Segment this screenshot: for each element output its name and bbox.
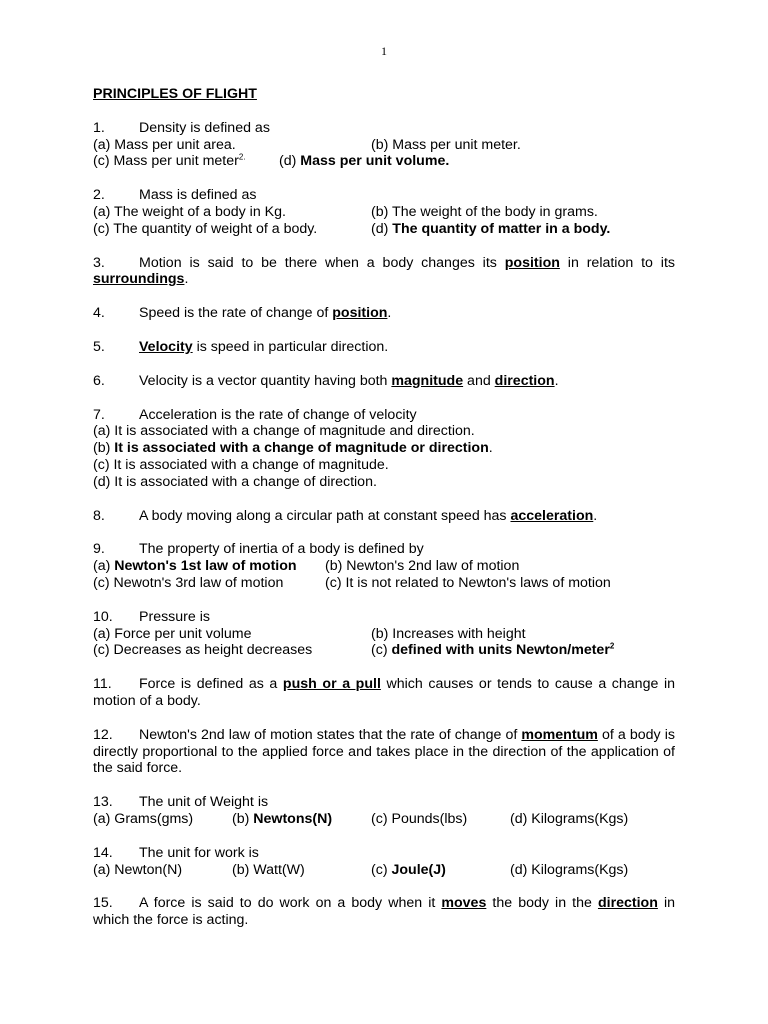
option-a: (a) Mass per unit area. xyxy=(93,136,236,153)
option-b: (b) Increases with height xyxy=(371,625,526,642)
option-d-superscript: 2 xyxy=(609,641,615,651)
option-a: (a) Newton(N) xyxy=(93,861,183,878)
question-number: 12. xyxy=(93,726,113,743)
keyword: position xyxy=(504,254,560,271)
option-a-prefix: (a) xyxy=(93,558,115,575)
question-14 xyxy=(93,845,675,879)
option-c-prefix: (c) xyxy=(371,861,392,878)
document-title: PRINCIPLES OF FLIGHT xyxy=(93,86,257,102)
question-text: the body in the xyxy=(486,895,598,912)
option-c: (c) The quantity of weight of a body. xyxy=(93,220,318,237)
keyword: direction xyxy=(597,895,658,912)
question-text: Force is defined as a xyxy=(139,676,283,693)
question-number: 4. xyxy=(93,305,105,322)
question-2 xyxy=(93,187,675,237)
keyword: position xyxy=(332,305,388,322)
option-a: (a) Force per unit volume xyxy=(93,625,252,642)
option-a-answer: Newton's 1st law of motion xyxy=(114,558,297,575)
question-text: . xyxy=(593,507,598,524)
question-number: 3. xyxy=(93,254,105,271)
question-15 xyxy=(93,895,675,929)
question-number: 8. xyxy=(93,507,105,524)
question-text: The unit of Weight is xyxy=(139,794,269,811)
option-d: (d) Kilograms(Kgs) xyxy=(510,861,629,878)
option-d: (c) It is not related to Newton's laws of motion xyxy=(325,574,611,591)
question-number: 11. xyxy=(93,676,112,693)
option-d-prefix: (d) xyxy=(279,153,301,170)
question-8 xyxy=(93,508,675,525)
question-text: which causes or tends to cause a change in motion of a body. xyxy=(93,676,675,709)
question-5 xyxy=(93,339,675,356)
question-6 xyxy=(93,373,675,390)
question-number: 14. xyxy=(93,844,113,861)
question-9 xyxy=(93,541,675,591)
option-c: (c) Mass per unit meter xyxy=(93,153,239,170)
option-b: (b) The weight of the body in grams. xyxy=(371,203,598,220)
question-text: Motion is said to be there when a body changes its xyxy=(139,254,505,271)
document-body xyxy=(93,86,675,929)
keyword: surroundings xyxy=(93,271,185,288)
option-b-prefix: (b) xyxy=(232,810,254,827)
keyword: acceleration xyxy=(510,507,594,524)
option-b: (b) Watt(W) xyxy=(232,861,305,878)
question-text: Pressure is xyxy=(139,608,210,625)
keyword: momentum xyxy=(521,726,598,743)
option-c: (c) Pounds(lbs) xyxy=(371,810,468,827)
keyword: direction xyxy=(494,372,555,389)
option-c-answer: Joule(J) xyxy=(391,861,446,878)
option-c: (c) Decreases as height decreases xyxy=(93,642,313,659)
question-number: 15. xyxy=(93,895,113,912)
question-text: . xyxy=(184,271,189,288)
option-d: (d) Kilograms(Kgs) xyxy=(510,810,629,827)
question-text: The property of inertia of a body is defined by xyxy=(139,541,424,558)
question-text: Acceleration is the rate of change of velocity xyxy=(139,406,417,423)
option-c: (c) Newotn's 3rd law of motion xyxy=(93,574,284,591)
question-text: Density is defined as xyxy=(139,119,270,136)
question-number: 6. xyxy=(93,372,105,389)
page-number: 1 xyxy=(381,44,387,58)
question-number: 2. xyxy=(93,187,105,204)
question-text: in relation to its xyxy=(559,254,675,271)
option-b-prefix: (b) xyxy=(93,440,115,457)
question-text: Mass is defined as xyxy=(139,187,257,204)
question-text: Speed is the rate of change of xyxy=(139,305,333,322)
question-4 xyxy=(93,305,675,322)
question-number: 5. xyxy=(93,338,105,355)
question-text: of a body is directly proportional to the applied force and takes place in the direction of the application of the said force. xyxy=(93,726,675,777)
question-number: 10. xyxy=(93,608,113,625)
question-number: 13. xyxy=(93,794,113,811)
question-12 xyxy=(93,727,675,777)
option-d-prefix: (c) xyxy=(371,642,392,659)
question-text: . xyxy=(554,372,559,389)
question-7 xyxy=(93,407,675,491)
question-text: is speed in particular direction. xyxy=(192,338,389,355)
question-text: Velocity is a vector quantity having both xyxy=(139,372,392,389)
option-a: (a) It is associated with a change of magnitude and direction. xyxy=(93,423,475,440)
question-text: in which the force is acting. xyxy=(93,895,676,929)
option-c-superscript: 2. xyxy=(238,152,246,162)
question-text: . xyxy=(387,305,392,322)
question-text: The unit for work is xyxy=(139,844,259,861)
option-b-answer: Newtons(N) xyxy=(253,810,333,827)
question-11 xyxy=(93,676,675,710)
question-text: A force is said to do work on a body when it xyxy=(139,895,442,912)
option-b: (b) Mass per unit meter. xyxy=(371,136,521,153)
question-text: Newton's 2nd law of motion states that the rate of change of xyxy=(139,726,522,743)
question-number: 7. xyxy=(93,406,105,423)
keyword: Velocity xyxy=(139,338,193,355)
question-3 xyxy=(93,255,675,289)
option-d-prefix: (d) xyxy=(371,220,393,237)
option-b-answer: It is associated with a change of magnitude or direction xyxy=(114,440,489,457)
option-d-answer: The quantity of matter in a body. xyxy=(392,220,611,237)
option-a: (a) The weight of a body in Kg. xyxy=(93,203,286,220)
question-number: 9. xyxy=(93,541,105,558)
keyword: push or a pull xyxy=(282,676,381,693)
question-1 xyxy=(93,120,675,170)
keyword: magnitude xyxy=(391,372,464,389)
option-d: (d) It is associated with a change of direction. xyxy=(93,473,377,490)
option-d-answer: Mass per unit volume. xyxy=(300,153,450,170)
option-b: (b) Newton's 2nd law of motion xyxy=(325,558,520,575)
keyword: moves xyxy=(441,895,487,912)
question-13 xyxy=(93,794,675,828)
option-b-suffix: . xyxy=(488,440,493,457)
question-10 xyxy=(93,609,675,659)
question-text: A body moving along a circular path at constant speed has xyxy=(139,507,511,524)
option-d-answer: defined with units Newton/meter xyxy=(391,642,610,659)
question-text: and xyxy=(463,372,495,389)
option-c: (c) It is associated with a change of magnitude. xyxy=(93,456,389,473)
question-number: 1. xyxy=(93,119,105,136)
option-a: (a) Grams(gms) xyxy=(93,810,194,827)
